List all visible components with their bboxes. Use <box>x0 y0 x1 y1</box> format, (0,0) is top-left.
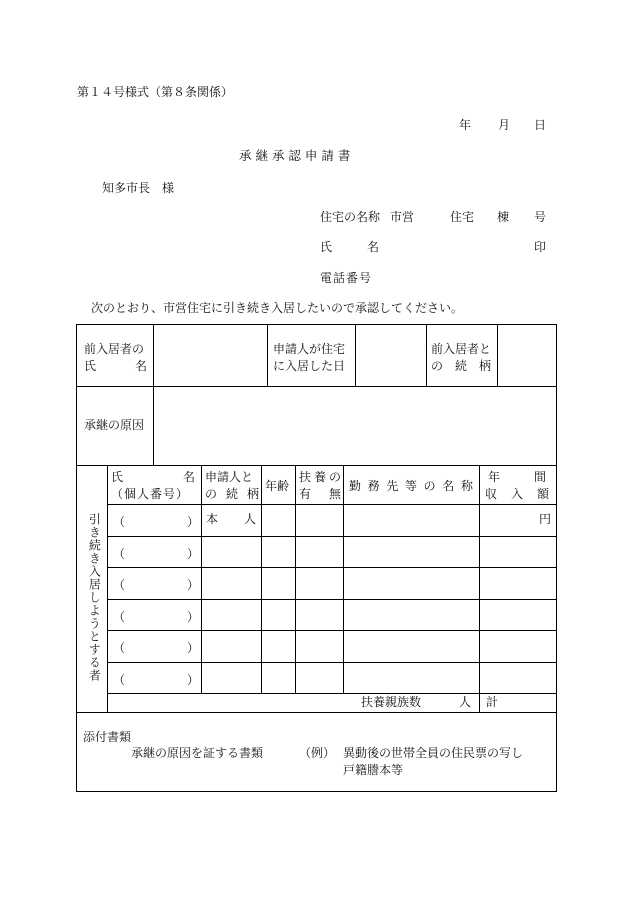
succession-reason-label: 承継の原因 <box>84 418 145 432</box>
seal-mark: 印 <box>534 240 547 254</box>
col-workplace-header: 勤 務 先 等 の 名 称 <box>349 479 473 493</box>
row5-paren-close: ） <box>187 641 200 655</box>
date-year: 年 <box>459 118 472 132</box>
col-name-header: 氏 名 （個人番号） <box>111 470 195 502</box>
row3-paren-close: ） <box>187 578 200 592</box>
row5-paren-open: （ <box>113 641 126 655</box>
row4-paren-open: （ <box>113 610 126 624</box>
date-month: 月 <box>498 118 511 132</box>
total-label: 計 <box>486 695 499 709</box>
residence-house: 住宅 <box>450 210 475 224</box>
attachments-label: 添付書類 <box>83 730 132 744</box>
col-age-header: 年齢 <box>265 479 290 493</box>
attachment-example-label: （例） <box>299 746 336 760</box>
row3-paren-open: （ <box>113 578 126 592</box>
phone-label: 電話番号 <box>320 271 373 285</box>
dependents-count-label: 扶養親族数 <box>361 695 422 709</box>
date-day: 日 <box>534 118 547 132</box>
move-in-date-input[interactable] <box>356 326 425 385</box>
row4-paren-close: ） <box>187 610 200 624</box>
continuing-residents-label: 引き続き入居しようとする者 <box>87 513 102 682</box>
row6-paren-open: （ <box>113 673 126 687</box>
row1-yen: 円 <box>539 512 552 526</box>
row1-relationship: 本 人 <box>206 512 256 526</box>
residence-label: 住宅の名称 <box>320 210 381 224</box>
application-table <box>76 324 557 792</box>
addressee: 知多市長 様 <box>102 181 175 195</box>
col-relationship-header: 申請人と の 続 柄 <box>205 470 259 502</box>
residence-building: 棟 <box>497 210 510 224</box>
document-title: 承 継 承 認 申 請 書 <box>239 148 351 163</box>
attachment-doc: 承継の原因を証する書類 <box>131 746 264 760</box>
prev-relationship-label: 前入居者と の 続 柄 <box>431 342 492 374</box>
applicant-name-label-2: 名 <box>367 240 380 254</box>
row2-paren-open: （ <box>113 547 126 561</box>
intro-text: 次のとおり、市営住宅に引き続き入居したいので承認してください。 <box>91 301 464 315</box>
succession-reason-input[interactable] <box>154 387 555 464</box>
applicant-name-label-1: 氏 <box>320 240 333 254</box>
prev-relationship-input[interactable] <box>498 326 555 385</box>
residence-city: 市営 <box>390 210 415 224</box>
prev-resident-name-label: 前入居者の 氏 名 <box>84 342 147 374</box>
row2-paren-close: ） <box>187 547 200 561</box>
row1-paren-close: ） <box>187 515 200 529</box>
prev-resident-name-input[interactable] <box>154 326 266 385</box>
attachment-example-2: 戸籍謄本等 <box>343 763 404 777</box>
col-income-header: 年 間 収 入 額 <box>485 470 549 502</box>
row6-paren-close: ） <box>187 673 200 687</box>
move-in-date-label: 申請人が住宅 に入居した日 <box>273 342 346 374</box>
form-number: 第１４号様式（第８条関係） <box>77 85 234 99</box>
attachment-example-1: 異動後の世帯全員の住民票の写し <box>343 746 524 760</box>
person-unit: 人 <box>459 695 472 709</box>
residence-number: 号 <box>534 210 547 224</box>
col-dependents-header: 扶 養 の 有 無 <box>299 470 341 502</box>
row1-paren-open: （ <box>113 515 126 529</box>
